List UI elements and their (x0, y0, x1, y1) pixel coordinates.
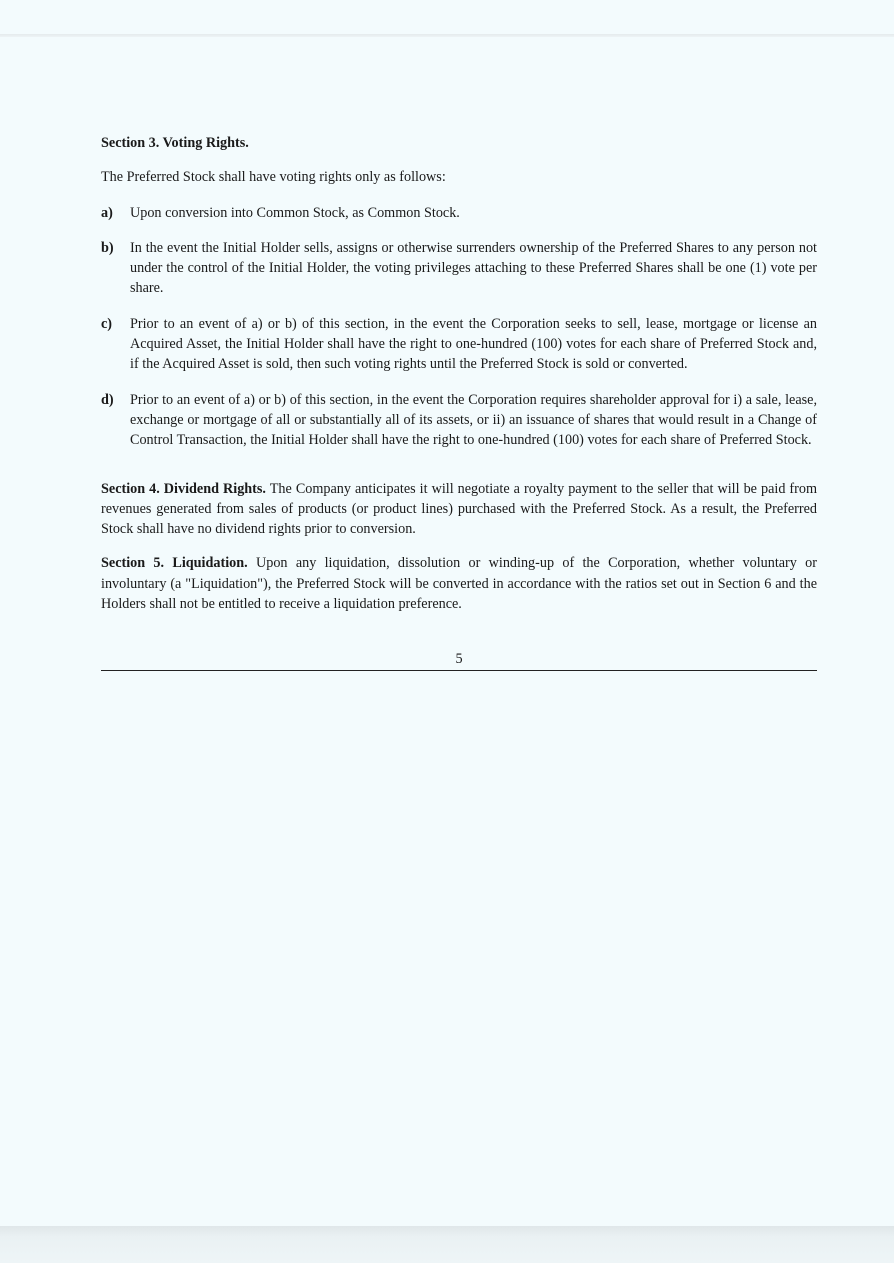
page-number: 5 (455, 651, 463, 667)
section-3-heading: Section 3. Voting Rights. (101, 135, 249, 151)
section-4-paragraph (101, 479, 817, 540)
scan-edge-bottom (0, 1226, 894, 1263)
item-text: Prior to an event of a) or b) of this section, in the event the Corporation requires shareholder approval for i) a sale, lease, exchange or mortgage of all or substantially all of its assets, or ii) an issuance of shares that would result in a Change of Control Transaction, the Initial Holder shall have the right to one-hundred (100) votes for each share of Preferred Stock. (130, 391, 817, 449)
section-4-text: The Company anticipates it will negotiate a royalty payment to the seller that will be paid from revenues generated from sales of products (or product lines) purchased with the Preferred Stock. As a result, the Preferred Stock shall have no dividend rights prior to conversion. (101, 480, 817, 538)
item-text: In the event the Initial Holder sells, assigns or otherwise surrenders ownership of the Preferred Shares to any person not under the control of the Initial Holder, the voting privileges attaching to these Preferred Shares shall be one (1) vote per share. (130, 239, 817, 297)
document-page (101, 133, 817, 614)
voting-right-item-a (101, 203, 817, 223)
item-text: Upon conversion into Common Stock, as Common Stock. (130, 204, 460, 221)
page-footer (101, 650, 817, 671)
section-4-heading: Section 4. Dividend Rights. (101, 480, 266, 497)
section-5-heading: Section 5. Liquidation. (101, 555, 248, 572)
scan-edge-top (0, 34, 894, 37)
voting-right-item-c (101, 314, 817, 375)
item-text: Prior to an event of a) or b) of this section, in the event the Corporation seeks to sell, lease, mortgage or license an Acquired Asset, the Initial Holder shall have the right to one-hundred (100) votes for each share of Preferred Stock and, if the Acquired Asset is sold, then such voting rights until the Preferred Stock is sold or converted. (130, 315, 817, 373)
voting-right-item-b (101, 238, 817, 299)
item-letter: a) (101, 204, 113, 221)
item-letter: c) (101, 315, 113, 332)
voting-right-item-d (101, 390, 817, 451)
item-letter: b) (101, 239, 114, 256)
section-5-text: Upon any liquidation, dissolution or winding-up of the Corporation, whether voluntary or involuntary (a "Liquidation"), the Preferred Stock will be converted in accordance with the ratios set out in Section 6 and the Holders shall not be entitled to receive a liquidation preference. (101, 555, 817, 613)
section-5-paragraph (101, 553, 817, 614)
item-letter: d) (101, 391, 114, 408)
section-3-intro: The Preferred Stock shall have voting rights only as follows: (101, 169, 446, 186)
